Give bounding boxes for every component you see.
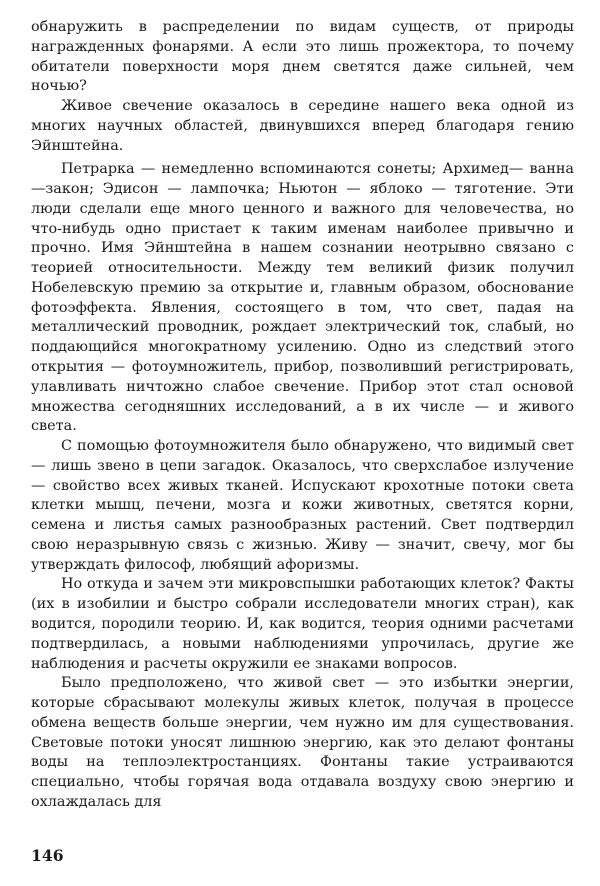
paragraph-continuation: обнаружить в распределении по видам существ, от природы награжденных фонарями. А если это лишь прожектора, то почему обитатели поверхности моря днем светятся даже сильней, чем ночью? <box>31 19 574 95</box>
page-body <box>31 18 574 813</box>
paragraph: Живое свечение оказалось в середине нашего века одной из многих научных областей, двинувшихся вперед благодаря гению Эйнштейна. <box>31 98 574 154</box>
paragraph: Но откуда и зачем эти микровспышки работающих клеток? Факты (их в изобилии и быстро собрали исследователи многих стран), как водится, породили теорию. И, как водится, теория одними расчетами подтвердилась, а новыми наблюдениями упрочилась, другие же наблюдения и расчеты окружили ее знаками вопросов. <box>31 576 574 672</box>
paragraph: Было предположено, что живой свет — это избытки энергии, которые сбрасывают молекулы живых клеток, получая в процессе обмена веществ больше энергии, чем нужно им для существования. Световые потоки уносят лишнюю энергию, как это делают фонтаны воды на теплоэлектростанциях. Фонтаны такие устраиваются специально, чтобы горячая вода отдавала воздуху свою энергию и охлаждалась для <box>31 675 574 810</box>
page-number: 146 <box>31 846 64 865</box>
paragraph: Петрарка — немедленно вспоминаются сонеты; Архимед— ванна —закон; Эдисон — лампочка; Ньютон — яблоко — тяготение. Эти люди сделали еще много ценного и важного для человечества, но что-нибудь одно пристает к таким именам наиболее привычно и прочно. Имя Эйнштейна в нашем сознании неотрывно связано с теорией относительности. Между тем великий физик получил Нобелевскую премию за открытие и, главным образом, обоснование фотоэффекта. Явления, состоящего в том, что свет, падая на металлический проводник, рождает электрический ток, слабый, но поддающийся многократному усилению. Одно из следствий этого открытия — фотоумножитель, прибор, позволивший регистрировать, улавливать ничтожно слабое свечение. Прибор этот стал основой множества сегодняшних исследований, а в их числе — и живого света. <box>31 161 574 435</box>
paragraph: С помощью фотоумножителя было обнаружено, что видимый свет — лишь звено в цепи загадок. Оказалось, что сверхслабое излучение — свойство всех живых тканей. Испускают крохотные потоки света клетки мышц, печени, мозга и кожи животных, светятся корни, семена и листья самых разнообразных растений. Свет подтвердил свою неразрывную связь с жизнью. Живу — значит, свечу, мог бы утверждать философ, любящий афоризмы. <box>31 438 574 573</box>
